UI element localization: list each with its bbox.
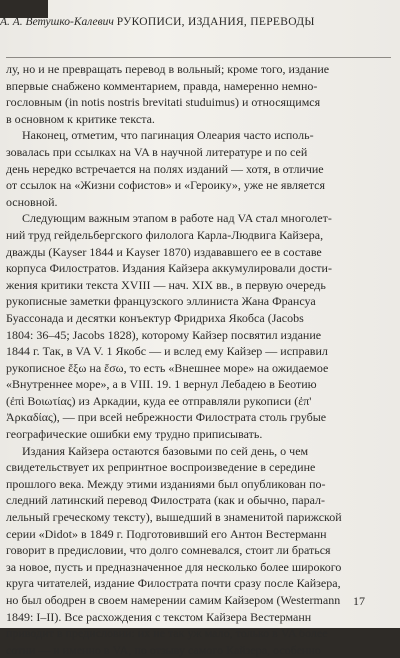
text-line: корпуса Филостратов. Издания Кайзера аккумулировали дости- (6, 261, 332, 276)
text-line: «Внутреннее море», а в VIII. 19. 1 вернул Лебадею в Беотию (6, 377, 317, 392)
running-header (0, 16, 386, 28)
text-line: основной. (6, 194, 58, 209)
text-line: Наконец, отметим, что пагинация Олеария часто исполь- (22, 128, 314, 143)
text-line: ний труд гейдельбергского филолога Карла-Людвига Кайзера, (6, 227, 324, 242)
text-line: Ἀρκαδίας), — при всей небрежности Филострата столь грубые (6, 410, 327, 425)
text-line: серии «Didot» в 1849 г. Подготовивший его Антон Вестерманн (6, 526, 327, 541)
text-line: Издания Кайзера остаются базовыми по сей день, о чем (22, 443, 309, 458)
header-title: РУКОПИСИ, ИЗДАНИЯ, ПЕРЕВОДЫ (116, 16, 315, 28)
text-line: 1844 г. Так, в VA V. 1 Якобс — и вслед ему Кайзер — исправил (6, 344, 328, 359)
text-line: круга читателей, издание Филострата почти сразу после Кайзера, (6, 576, 341, 591)
text-line: лельный греческому тексту), вышедший в знаменитой парижской (6, 510, 342, 525)
body-text (6, 61, 384, 658)
text-line: следний латинский перевод Филострата (как и обычно, парал- (6, 493, 326, 508)
text-line: в основном к критике текста. (6, 111, 155, 126)
text-line: приводит в предисловии: их не так уж мало, только в VA более (6, 626, 328, 641)
text-line: прошлого века. Между этими изданиями был опубликован по- (6, 476, 326, 491)
text-line: 1849: I–II). Все расхождения с текстом Кайзера Вестерманн (6, 609, 312, 624)
text-line: день нередко встречается на полях изданий — хотя, в отличие (6, 161, 324, 176)
text-line: рукописные заметки французского эллиниста Жана Франсуа (6, 294, 316, 309)
text-line: Следующим важным этапом в работе над VA стал многолет- (22, 211, 332, 226)
text-line: сотни — и именно в VA, по отзыву самого Кайзера, особенно (6, 642, 321, 657)
header-rule (6, 57, 391, 58)
text-line: (ἐπὶ Βοιωτίας) из Аркадии, куда ее отправляли рукописи (ἐπ' (6, 393, 312, 408)
text-line: Буассонада и десятки конъектур Фридриха Якобса (Jacobs (6, 310, 304, 325)
text-line: зовалась при ссылках на VA в научной литературе и по сей (6, 144, 308, 159)
header-author: А. А. Ветушко-Калевич (0, 16, 114, 28)
text-line: 1804: 36–45; Jacobs 1828), которому Кайзер посвятил издание (6, 327, 322, 342)
text-line: дважды (Kayser 1844 и Kayser 1870) издававшего ее в составе (6, 244, 322, 259)
text-line: говорит в предисловии, что долго сомневался, стоит ли браться (6, 543, 331, 558)
text-line: географические ошибки ему трудно приписывать. (6, 427, 263, 442)
text-line: гословным (in notis nostris brevitati studuimus) и относящимся (6, 95, 321, 110)
text-line: впервые снабжено комментарием, правда, намеренно немно- (6, 78, 318, 93)
text-line: рукописное ἔξω на ἔσω, то есть «Внешнее море» на ожидаемое (6, 360, 329, 375)
text-line: за новое, пусть и предназначенное для несколько более широкого (6, 559, 342, 574)
text-line: жения критики текста XVIII — нач. XIX вв., в первую очередь (6, 277, 326, 292)
text-line: но был ободрен в своем намерении самим Кайзером (Westermann (6, 593, 341, 607)
text-line: от ссылок на «Жизни софистов» и «Героику», уже не является (6, 178, 326, 193)
text-line: свидетельствует их репринтное воспроизведение в середине (6, 460, 316, 475)
page-number: 17 (353, 594, 365, 608)
text-line: лу, но и не превращать перевод в вольный; кроме того, издание (6, 62, 330, 76)
